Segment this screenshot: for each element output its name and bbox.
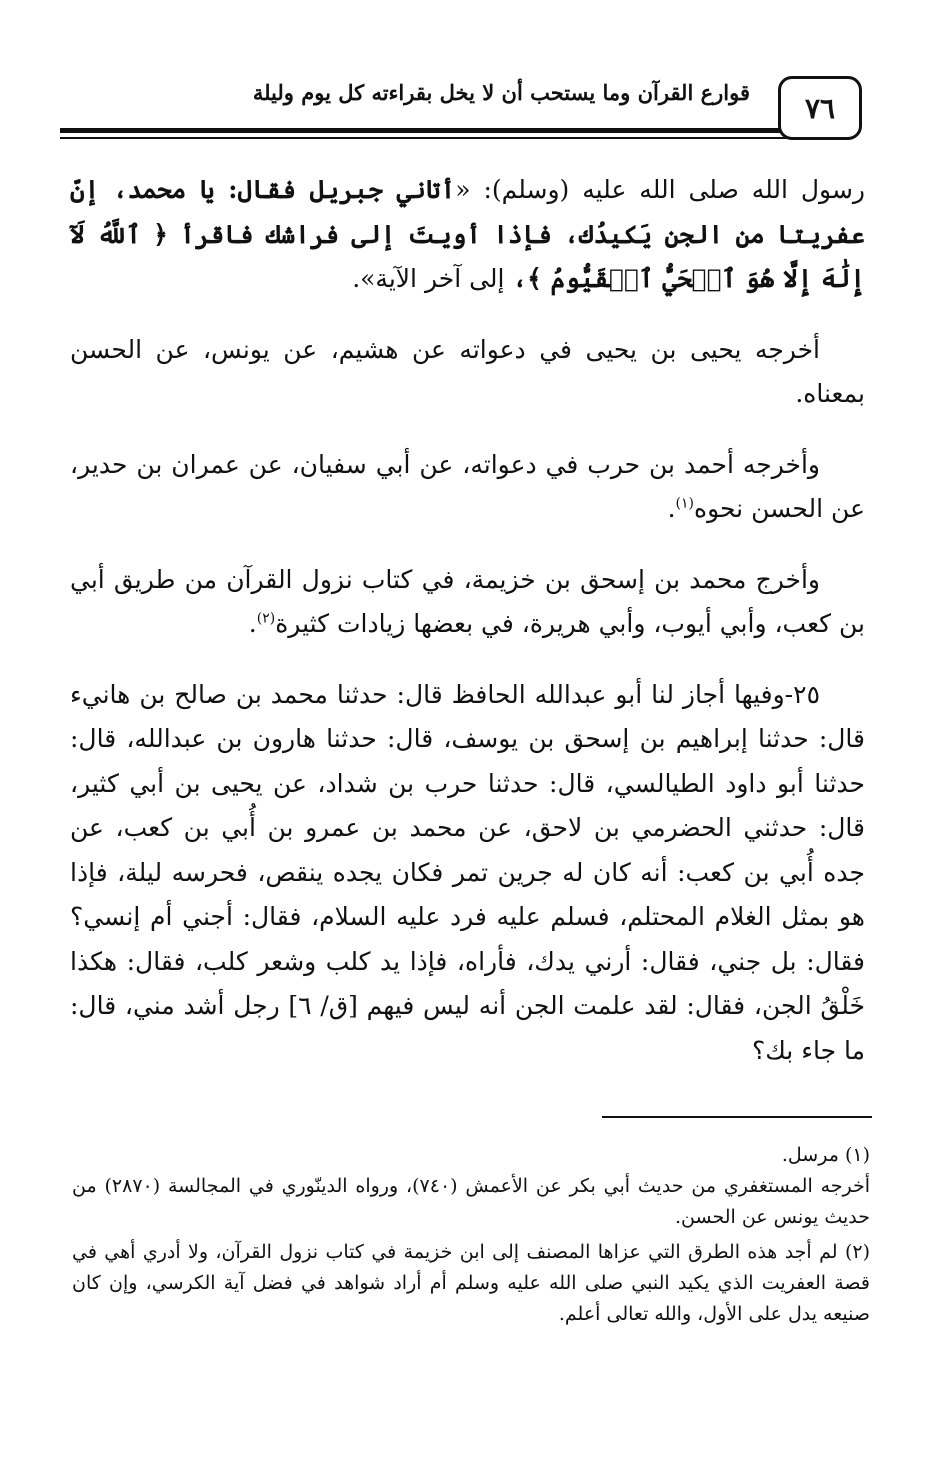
paragraph-takhrij-3 bbox=[70, 558, 865, 647]
paragraph-hadith-25: ٢٥-وفيها أجاز لنا أبو عبدالله الحافظ قال: حدثنا محمد بن صالح بن هانيء قال: حدثنا إبراهيم بن إسحق بن يوسف، قال: حدثنا هارون بن عبدالله، قال: حدثنا أبو داود الطيالسي، قال: حدثنا حرب بن شداد، عن يحيى بن أبي كثير، قال: حدثني الحضرمي بن لاحق، عن محمد بن عمرو بن أُبي بن كعب، عن جده أُبي بن كعب: أنه كان له جرين تمر فكان يجده ينقص، فحرسه ليلة، فإذا هو بمثل الغلام المحتلم، فسلم عليه فرد عليه السلام، فقال: أجني أم إنسي؟ فقال: بل جني، فقال: أرني يدك، فأراه، فإذا يد كلب وشعر كلب، فقال: هكذا خَلْقُ الجن، فقال: لقد علمت الجن أنه ليس فيهم [ق/ ٦] رجل أشد مني، قال: ما جاء بك؟ bbox=[70, 679, 865, 1065]
header-rule-thin bbox=[60, 137, 840, 139]
takhrij-3-text: وأخرج محمد بن إسحق بن خزيمة، في كتاب نزول القرآن من طريق أبي بن كعب، وأبي أيوب، وأبي هريرة، في بعضها زيادات كثيرة bbox=[70, 564, 865, 638]
footnote-2-text: لم أجد هذه الطرق التي عزاها المصنف إلى ابن خزيمة في كتاب نزول القرآن، ولا أدري أهي في قصة العفريت الذي يكيد النبي صلى الله عليه وسلم أم أراد شواهد في فضل آية الكرسي، وإن كان صنيعه يدل على الأول، والله تعالى أعلم. bbox=[72, 1241, 870, 1325]
paragraph-takhrij-2 bbox=[70, 443, 865, 532]
paragraph-takhrij-1: أخرجه يحيى بن يحيى في دعواته عن هشيم، عن يونس، عن الحسن بمعناه. bbox=[70, 334, 865, 408]
footnote-2-mark: (٢) bbox=[844, 1241, 871, 1263]
page-number: ٧٦ bbox=[778, 76, 862, 140]
hadith-quote: أتاني جبريل فقال: يا محمد، إنّ عفريتا من الجن يَكيدُك، فإذا أويتَ إلى فراشك فاقرأ ﴿ ٱللَّهُ لَآ إِلَٰهَ إِلَّا هُوَ ٱلۡحَيُّ ٱلۡقَيُّومُ ﴾، bbox=[70, 175, 865, 293]
takhrij-3-end: . bbox=[248, 609, 257, 638]
footnote-1-line2: أخرجه المستغفري من حديث أبي بكر عن الأعمش (٧٤٠)، ورواه الدينّوري في المجالسة (٢٨٧٠) من حديث يونس عن الحسن. bbox=[72, 1175, 871, 1228]
footnotes bbox=[72, 1140, 870, 1334]
footnote-divider bbox=[602, 1116, 872, 1118]
footnote-ref-1[interactable]: (١) bbox=[675, 495, 695, 512]
footnote-ref-2[interactable]: (٢) bbox=[256, 610, 276, 627]
footnote-1-mark: (١) bbox=[844, 1144, 870, 1166]
takhrij-2-end: . bbox=[667, 494, 676, 523]
page-header bbox=[60, 60, 860, 150]
header-rule bbox=[60, 128, 840, 133]
footnote-1-line1: مرسل. bbox=[781, 1144, 839, 1166]
footnote-1 bbox=[72, 1140, 870, 1233]
paragraph-hadith-intro bbox=[70, 168, 865, 302]
hadith-intro-text: رسول الله صلى الله عليه (وسلم): « bbox=[455, 175, 865, 204]
main-text bbox=[70, 168, 865, 1099]
running-title: قوارع القرآن وما يستحب أن لا يخل بقراءته كل يوم وليلة bbox=[252, 80, 750, 105]
hadith-end: إلى آخر الآية». bbox=[352, 264, 513, 293]
footnote-2 bbox=[72, 1237, 870, 1330]
takhrij-2-text: وأخرجه أحمد بن حرب في دعواته، عن أبي سفيان، عن عمران بن حدير، عن الحسن نحوه bbox=[70, 449, 865, 523]
